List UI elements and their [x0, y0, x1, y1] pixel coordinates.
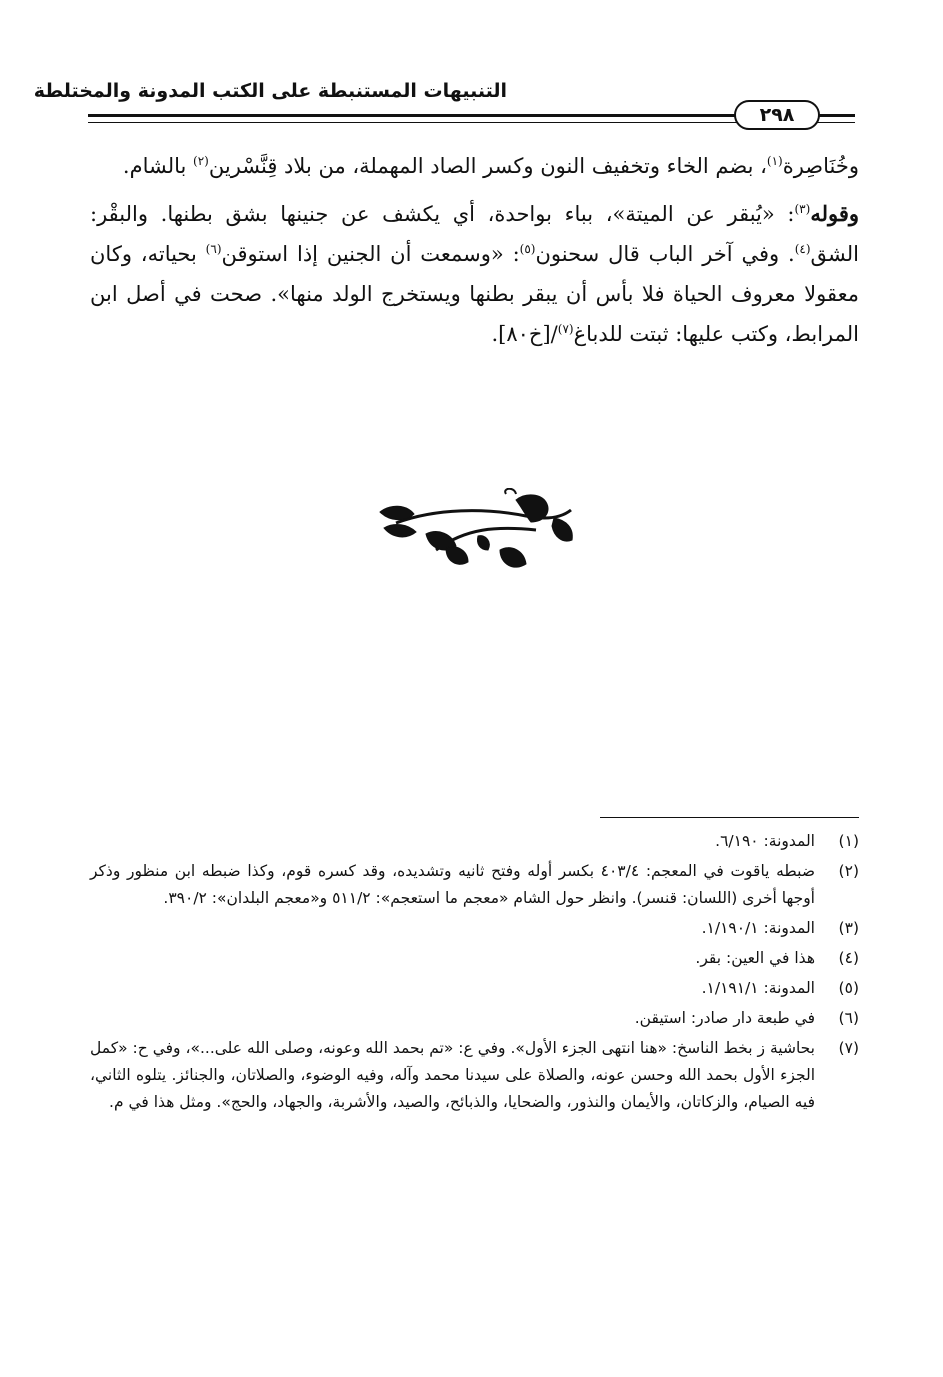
footnote-item	[90, 828, 859, 855]
footnote-ref-1: (١)	[766, 154, 783, 168]
p1-text-a: وخُنَاصِرة	[782, 154, 859, 178]
footnote-item	[90, 858, 859, 912]
body-text	[90, 146, 859, 354]
footnote-separator	[600, 817, 859, 818]
p1-text-b: ، بضم الخاء وتخفيف النون وكسر الصاد المهملة، من بلاد قِنَّسْرين	[208, 154, 767, 178]
page-number: ٢٩٨	[759, 104, 795, 126]
footnote-text: المدونة: ٦/١٩٠.	[715, 832, 815, 850]
footnote-item	[90, 1005, 859, 1032]
running-header-title: التنبيهات المستنبطة على الكتب المدونة والمختلطة	[33, 80, 507, 102]
footnote-number: (٣)	[838, 919, 859, 937]
p2-text-d: بحياته، وكان معقولا معروف الحياة فلا بأس أن يبقر بطنها ويستخرج الولد منها». صحت في أصل ابن المرابط، وكتب عليها: ثبتت للدباغ	[90, 242, 859, 346]
footnote-text: بحاشية ز بخط الناسخ: «هنا انتهى الجزء الأول». وفي ع: «تم بحمد الله وعونه، وصلى الله على...»، وفي ح: «كمل الجزء الأول بحمد الله وحسن عونه، والصلاة على سيدنا محمد وآله، وفيه الوضوء، والصلاتان، والجنائز. يتلوه الثاني، فيه الصيام، والزكاتان، والأيمان والنذور، والضحايا، والذبائح، والصيد، والأشربة، والجهاد، والحج». ومثل هذا في م.	[90, 1039, 815, 1111]
footnote-ref-4: (٤)	[794, 242, 811, 256]
footnote-text: في طبعة دار صادر: استيقن.	[634, 1009, 815, 1027]
footnote-number: (٧)	[838, 1039, 859, 1057]
footnote-number: (١)	[838, 832, 859, 850]
p2-lead-word: وقوله	[810, 201, 859, 226]
footnote-ref-3: (٣)	[794, 202, 811, 216]
footnote-ref-5: (٥)	[519, 242, 536, 256]
footnote-text: المدونة: ١/١٩١/١.	[701, 979, 815, 997]
floral-ornament-icon	[376, 488, 576, 578]
paragraph-2	[90, 194, 859, 354]
footnote-item	[90, 1035, 859, 1116]
p2-text-b: . وفي آخر الباب قال سحنون	[535, 242, 795, 266]
footnote-number: (٥)	[838, 979, 859, 997]
footnote-ref-7: (٧)	[557, 322, 574, 336]
p1-text-c: بالشام.	[122, 154, 194, 178]
footnote-number: (٦)	[838, 1009, 859, 1027]
footnote-item	[90, 915, 859, 942]
footnote-ref-6: (٦)	[205, 242, 222, 256]
paragraph-1	[90, 146, 859, 186]
footnote-number: (٤)	[838, 949, 859, 967]
footnote-number: (٢)	[838, 862, 859, 880]
p2-text-a: : «يُبقر عن الميتة»، بباء بواحدة، أي يكشف عن جنينها بشق بطنها. والبقْر: الشق	[90, 202, 859, 266]
footnote-text: المدونة: ١/١٩٠/١.	[701, 919, 815, 937]
footnote-ref-2: (٢)	[193, 154, 209, 168]
footnote-item	[90, 945, 859, 972]
p2-text-c: : «وسمعت أن الجنين إذا استوقن	[221, 242, 520, 266]
footnote-item	[90, 975, 859, 1002]
p2-text-e: /[خ٨٠].	[491, 322, 558, 346]
page-number-badge	[734, 100, 820, 130]
footnote-text: هذا في العين: بقر.	[695, 949, 815, 967]
footnote-text: ضبطه ياقوت في المعجم: ٤٠٣/٤ بكسر أوله وفتح ثانيه وتشديده، وقد كسره قوم، وكذا ضبطه ابن منظور وذكر أوجها أخرى (اللسان: قنسر). وانظر حول الشام «معجم ما استعجم»: ٥١١/٢ و«معجم البلدان»: ٣٩٠/٢.	[90, 862, 815, 907]
footnotes	[90, 828, 859, 1119]
